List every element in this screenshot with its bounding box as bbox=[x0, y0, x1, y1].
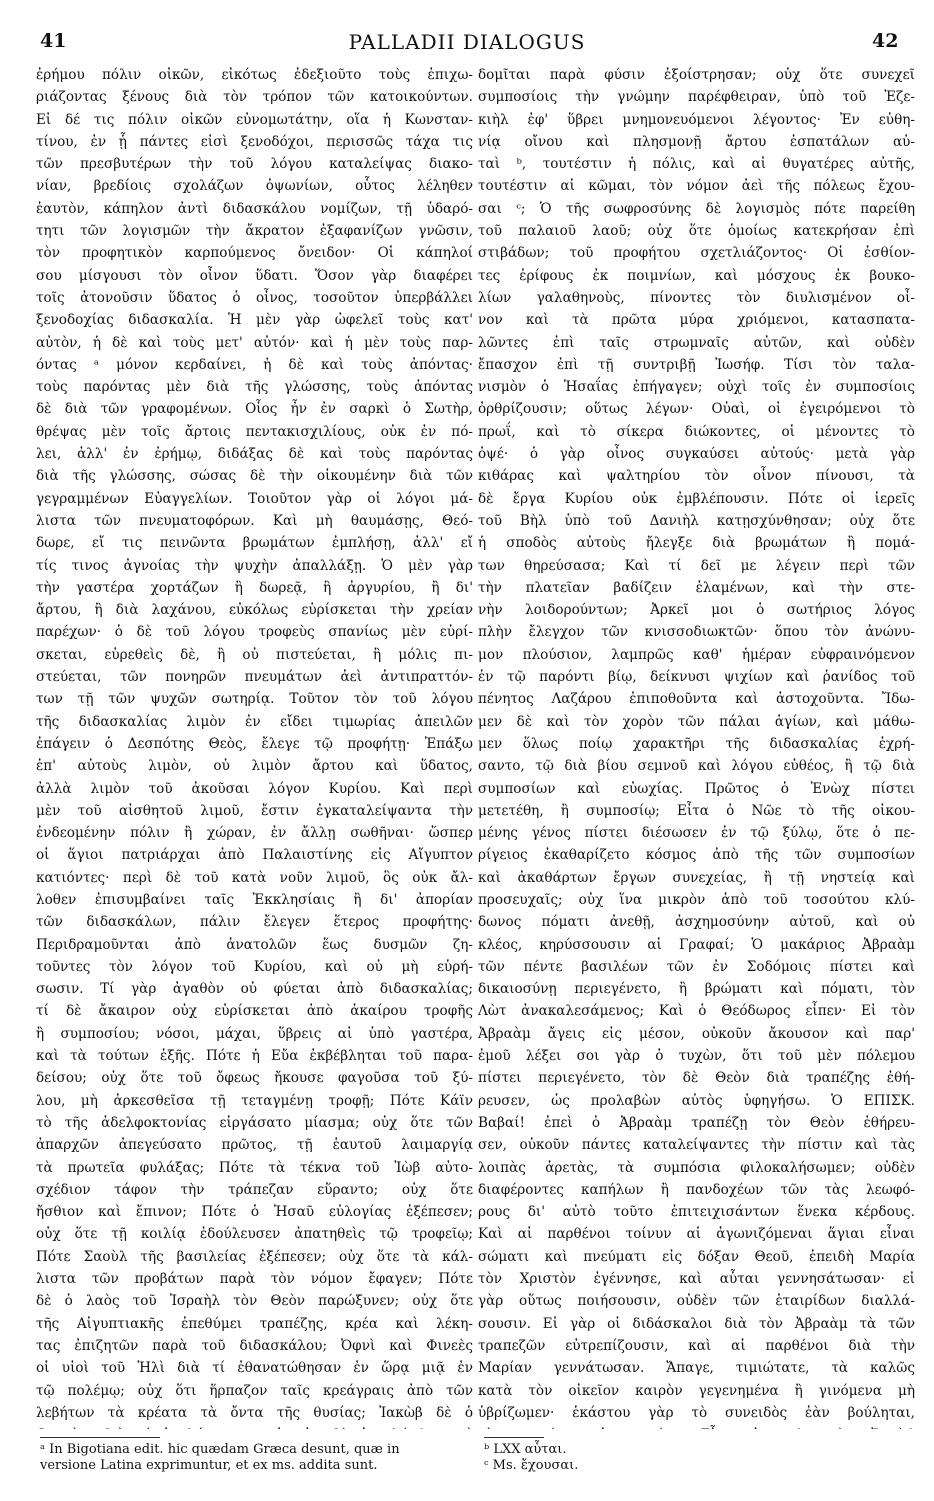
text-line: νίᾳ οἴνου καὶ πλησμονῇ ἄρτου ἐσπατάλων αὐ- bbox=[478, 133, 915, 150]
text-line: πίστει περιεγένετο, τὸν δὲ Θεὸν διὰ τραπέζης ἐθή- bbox=[478, 1070, 915, 1087]
text-line: των θηρεύσασα; Καὶ τί δεῖ με λέγειν περὶ τῶν bbox=[478, 557, 915, 574]
text-line: πρωΐ, καὶ τὸ σίκερα διώκοντες, οἱ μένοντες τὸ bbox=[478, 423, 915, 440]
text-line: τοῦ παλαιοῦ λαοῦ; οὐχ ὅτε ὁμοίως κατεκρήσαν ἐπὶ bbox=[478, 223, 915, 240]
text-line: νὴν λοιδορούντων; Ἀρκεῖ μοι ὁ σωτήριος λόγος bbox=[478, 602, 915, 619]
text-line: μεν δὲ καὶ τὸν χορὸν τῶν πάλαι ἁγίων, καὶ μάθω- bbox=[478, 713, 915, 730]
text-line: ἐμοῦ λέξει σοι γὰρ ὁ τυχὼν, ὅτι τοῦ μὲν πόλεμου bbox=[478, 1048, 915, 1065]
text-line: δομῖται παρὰ φύσιν ἐξοίστρησαν; οὐχ ὅτε συνεχεῖ bbox=[478, 67, 915, 83]
text-line: λιστα τῶν πνευματοφόρων. Καὶ μὴ θαυμάσῃς, Θεό- bbox=[36, 512, 473, 529]
text-line: δὲ διὰ τῶν γραφομένων. Οἷος ἦν ἐν σαρκὶ ὁ Σωτὴρ, bbox=[36, 401, 473, 418]
text-line: ἡ σποδὸς αὐτοὺς ἤλεγξε διὰ βρωμάτων ἢ πομά- bbox=[478, 535, 915, 552]
text-line: τοῦ Βὴλ ὑπὸ τοῦ Δανιὴλ κατῃσχύνθησαν; οὐχ ὅτε bbox=[478, 512, 915, 529]
text-line: δωνος πόματι ἀνεθῇ, ἀσχημοσύνην αὐτοῦ, καὶ οὐ bbox=[478, 914, 915, 931]
text-line: σωσιν. Τί γὰρ ἀγαθὸν οὐ φύεται ἀπὸ διδασκαλίας; bbox=[36, 981, 473, 998]
text-line: συμποσίων καὶ εὐωχίας. Πρῶτος ὁ Ἐνὼχ πίστει bbox=[478, 780, 915, 797]
text-line: σκεται, εὑρεθεὶς δὲ, ἢ οὐ πιστεύεται, ἢ μόλις πι- bbox=[36, 646, 473, 663]
text-line: δείσου; οὐχ ὅτε τοῦ ὄφεως ἤκουσε φαγοῦσα τοῦ ξύ- bbox=[36, 1070, 473, 1087]
text-line: τραπεζῶν εὐτρεπίζουσιν, καὶ αἱ παρθένοι διὰ τὴν bbox=[478, 1337, 915, 1354]
text-line: ὑβρίζωμεν· ἑκάστου γὰρ τὸ συνειδὸς ἐὰν βούληται, bbox=[478, 1404, 915, 1421]
text-line: κατιόντες· περὶ δὲ τοῦ κατὰ νοῦν λιμοῦ, ὃς οὐκ ἄλ- bbox=[36, 869, 473, 886]
text-line: τὸν Χριστὸν ἐγέννησε, καὶ αὗται γεννησάτωσαν· εἰ bbox=[478, 1271, 915, 1288]
text-line: λοθεν ἐπισυμβαίνει ταῖς Ἐκκλησίαις ἢ δι' ἀπορίαν bbox=[36, 891, 473, 908]
text-line: συμποσίοις τὴν γνώμην παρέφθειραν, ὑπὸ τοῦ Ἐζε- bbox=[478, 89, 915, 106]
text-line: Πότε Σαοὺλ τῆς βασιλείας ἐξέπεσεν; οὐχ ὅτε τὰ κάλ- bbox=[36, 1248, 473, 1265]
footnote-rule-left bbox=[40, 1437, 160, 1438]
text-line: σαντο, τῷ διὰ βίου σεμνοῦ καὶ λόγου εὐθέος, ἢ τῷ διὰ bbox=[478, 758, 915, 775]
text-line: κλέος, κηρύσσουσιν αἱ Γραφαί; Ὁ μακάριος Ἀβραὰμ bbox=[478, 936, 915, 953]
text-line: τῆς διδασκαλίας λιμὸν ἐν εἴδει τιμωρίας ἀπειλῶν bbox=[36, 713, 473, 730]
left-footnotes bbox=[40, 1442, 460, 1474]
text-line: πένητος Λαζάρου ἐπιποθοῦντα καὶ ἀστοχοῦντα. Ἴδω- bbox=[478, 691, 915, 708]
text-line: των τῇ τῶν ψυχῶν σωτηρίᾳ. Τοῦτον τὸν τοῦ λόγου bbox=[36, 691, 473, 708]
text-line: ἐπάγειν ὁ Δεσπότης Θεὸς, ἔλεγε τῷ προφήτῃ· Ἐπάξω bbox=[36, 735, 473, 752]
text-line: προσευχαῖς; οὐχ ἵνα μικρὸν ἀπὸ τοῦ τοσούτου κλύ- bbox=[478, 891, 915, 908]
text-line: μένης γένος πίστει διέσωσεν ἐν τῷ ξύλῳ, ὅτε ὁ πε- bbox=[478, 825, 915, 842]
text-line: τὸν προφητικὸν καρπούμενος ὄνειδον· Οἱ κάπηλοί bbox=[36, 245, 473, 262]
text-line: ἀπαρχῶν ἀπεγεύσατο πρῶτος, τῇ ἑαυτοῦ λαιμαργίᾳ bbox=[36, 1137, 473, 1154]
text-line: λου, μὴ ἀρκεσθεῖσα τῇ τεταγμένῃ τροφῇ; Πότε Κάϊν bbox=[36, 1092, 473, 1109]
text-line: διὰ τῆς γλώσσης, σώσας δὲ τὴν οἰκουμένην διὰ τῶν bbox=[36, 468, 473, 485]
text-line: στιβάδων; τοῦ προφήτου σχετλιάζοντος· Οἱ ἐσθίον- bbox=[478, 245, 915, 262]
text-line: τὴν γαστέρα χορτάζων ἢ δωρεᾷ, ἢ ἀργυρίου, ἢ δι' bbox=[36, 579, 473, 596]
text-line: ρευσεν, ὡς προλαβὼν αὐτὸς ὑφηγήσω. Ὁ ΕΠΙΣΚ. bbox=[478, 1092, 915, 1109]
text-line: λει, ἀλλ' ἐν ἐρήμῳ, διδάξας δὲ καὶ τοὺς παρόντας bbox=[36, 446, 473, 463]
text-line: τῶν διδασκάλων, πάλιν ἔλεγεν ἕτερος προφήτης· bbox=[36, 914, 473, 931]
text-line: μετετέθη, ἢ συμποσίῳ; Εἶτα ὁ Νῶε τὸ τῆς οἰκου- bbox=[478, 802, 915, 819]
text-line: κιὴλ ἐφ' ὕβρει μνημονευόμενοι λέγοντος· Ἐν εὐθη- bbox=[478, 111, 915, 128]
text-line: Λὼτ ἀνακαλεσάμενος; Καὶ ὁ Θεόδωρος εἶπεν· Εἰ τὸν bbox=[478, 1003, 915, 1020]
text-line: μὲν τοῦ αἰσθητοῦ λιμοῦ, ἔστιν ἐγκαταλείψαντα τὴν bbox=[36, 802, 473, 819]
text-line: κατὰ τὸν οἰκεῖον καιρὸν γεγενημένα ἢ γινόμενα μὴ bbox=[478, 1382, 915, 1399]
text-line: κιθάρας καὶ ψαλτηρίου τὸν οἶνον πίνουσι, τὰ bbox=[478, 468, 915, 485]
text-line: τητι τῶν λογισμῶν τὴν ἄκρατον ἐξαφανίζων γνῶσιν, bbox=[36, 223, 473, 240]
right-text-column bbox=[478, 64, 915, 1429]
text-line: νον καὶ τὰ πρῶτα μύρα χριόμενοι, κατασπατα- bbox=[478, 312, 915, 329]
text-line: ἐρήμου πόλιν οἰκῶν, εἰκότως ἐδεξιοῦτο τοὺς ἐπιχω- bbox=[36, 67, 473, 83]
text-line: τες ἐρίφους ἐκ ποιμνίων, καὶ μόσχους ἐκ βουκο- bbox=[478, 267, 915, 284]
text-line: τας ἐπιζητῶν παρὰ τοῦ διδασκάλου; Ὀφνὶ καὶ Φινεὲς bbox=[36, 1337, 473, 1354]
text-line: ὀρθρίζουσιν; οὕτως λέγων· Οὐαὶ, οἱ ἐγειρόμενοι τὸ bbox=[478, 401, 915, 418]
text-line: ἤσθιον καὶ ἔπινον; Πότε ὁ Ἠσαῦ εὐλογίας ἐξέπεσεν; bbox=[36, 1204, 473, 1221]
text-line: μον πλούσιον, λαμπρῶς καθ' ἡμέραν εὐφραινόμενον bbox=[478, 646, 915, 663]
text-line: τὴν πλατεῖαν βαδίζειν ἐλαμένων, καὶ τὴν στε- bbox=[478, 579, 915, 596]
running-title: PALLADII DIALOGUS bbox=[348, 30, 586, 54]
text-line: τῷ πολέμῳ; οὐχ ὅτι ἥρπαζον ταῖς κρεάγραις ἀπὸ τῶν bbox=[36, 1382, 473, 1399]
text-line: τοῖς ἀτονοῦσιν ὕδατος ὁ οἶνος, τοσοῦτον ὑπερβάλλει bbox=[36, 289, 473, 306]
text-line: θρέψας μὲν τοῖς ἄρτοις πεντακισχιλίους, οὐκ ἐν πό- bbox=[36, 423, 473, 440]
text-line: Εἰ δέ τις πόλιν οἰκῶν εὐνομωτάτην, οἵα ἡ Κωνσταν- bbox=[36, 111, 473, 128]
text-line: Περιδραμοῦνται ἀπὸ ἀνατολῶν ἕως δυσμῶν ζη- bbox=[36, 936, 473, 953]
text-line: οἱ υἱοὶ τοῦ Ἡλὶ διὰ τί ἐθανατώθησαν ἐν ὥρᾳ μιᾷ ἐν bbox=[36, 1360, 473, 1377]
text-line: σεν, οὐκοῦν πάντες καταλείψαντες τὴν πίστιν καὶ τὰς bbox=[478, 1137, 915, 1154]
text-line: νίαν, βρεδίοις σχολάζων ὀψωνίων, οὗτος λέληθεν bbox=[36, 178, 473, 195]
text-line bbox=[36, 1424, 473, 1429]
text-line: γεγραμμένων Εὐαγγελίων. Τοιοῦτον γὰρ οἱ λόγοι μά- bbox=[36, 490, 473, 507]
text-line: αὐτὸν, ἡ δὲ καὶ τοὺς μετ' αὐτόν· καὶ ἡ μὲν τοὺς παρ- bbox=[36, 334, 473, 351]
text-line: δικαιοσύνῃ περιεγένετο, ἢ βρώματι καὶ πόματι, τὸν bbox=[478, 981, 915, 998]
footnote-line: ᵃ In Bigotiana edit. hic quædam Græca desunt, quæ in bbox=[40, 1442, 400, 1457]
text-line: ξενοδοχίας διδασκαλία. Ἡ μὲν γὰρ ὠφελεῖ τοὺς κατ' bbox=[36, 312, 473, 329]
text-line: δὲ ἔργα Κυρίου οὐκ ἐμβλέπουσιν. Πότε οἱ ἱερεῖς bbox=[478, 490, 915, 507]
right-footnotes bbox=[484, 1442, 904, 1474]
text-line: καὶ τὰ τούτων ἑξῆς. Πότε ἡ Εὔα ἐκβέβληται τοῦ παρα- bbox=[36, 1048, 473, 1065]
text-line: Ἀβραὰμ ἄγεις εἰς μέσον, οὐκοῦν ἄκουσον καὶ παρ' bbox=[478, 1025, 915, 1042]
footnote-line: ᶜ Ms. ἔχουσαι. bbox=[484, 1458, 579, 1473]
text-line: ρους δι' αὐτὸ τοῦτο ἐπιτειχισάντων ἕνεκα κέρδους. bbox=[478, 1204, 915, 1221]
text-line: ἄρτου, ἢ διὰ λαχάνου, εὐκόλως εὑρίσκεται τὴν χρείαν bbox=[36, 602, 473, 619]
text-line: λοιπὰς ἀρετὰς, τὰ συμπόσια φιλοκαλήσωμεν; οὐδὲν bbox=[478, 1159, 915, 1176]
text-line: τίς τινος ἀγνοίας τὴν ψυχὴν ἀπαλλάξῃ. Ὁ μὲν γὰρ bbox=[36, 557, 473, 574]
footnote-line: ᵇ LXX αὗται. bbox=[484, 1442, 567, 1457]
text-line: ἐπ' αὐτοὺς λιμὸν, οὐ λιμὸν ἄρτου καὶ ὕδατος, bbox=[36, 758, 473, 775]
text-line: οἱ ἅγιοι πατριάρχαι ἀπὸ Παλαιστίνης εἰς Αἴγυπτον bbox=[36, 847, 473, 864]
text-line: ρίγειος ἐκαθαρίζετο κόσμος ἀπὸ τῆς τῶν συμποσίων bbox=[478, 847, 915, 864]
text-line: ἐνδεομένην πόλιν ἢ χώραν, ἐν ἄλλῃ σωθῆναι· ὥσπερ bbox=[36, 825, 473, 842]
text-line: λιστα τῶν προβάτων παρὰ τὸν νόμον ἔφαγεν; Πότε bbox=[36, 1271, 473, 1288]
text-line: τί δὲ ἄκαιρον οὐχ εὑρίσκεται ἀπὸ ἀκαίρου τροφῆς bbox=[36, 1003, 473, 1020]
text-line: πλὴν ἔλεγχον τῶν κνισσοδιωκτῶν· ὅπου τὸν ἀνώνυ- bbox=[478, 624, 915, 641]
text-line: τῆς Αἰγυπτιακῆς ἐπεθύμει τραπέζης, κρέα καὶ λέκη- bbox=[36, 1315, 473, 1332]
text-line: νισμὸν ὁ Ἡσαΐας ἐπήγαγεν; οὐχὶ τοῖς ἐν συμποσίοις bbox=[478, 379, 915, 396]
footnote-rule-right bbox=[484, 1437, 544, 1438]
text-line: μεν ὅλως ποίῳ χαρακτῆρι τῆς διδασκαλίας ἐχρή- bbox=[478, 735, 915, 752]
text-line: ἔπασχον ἐπὶ τῇ συντριβῇ Ἰωσήφ. Τίσι τὸν ταλα- bbox=[478, 356, 915, 373]
text-line: ἀλλὰ λιμὸν τοῦ ἀκοῦσαι λόγον Κυρίου. Καὶ περὶ bbox=[36, 780, 473, 797]
text-line: λεβήτων τὰ κρέατα τὰ ὄντα τῆς θυσίας; Ἰακὼβ δὲ ὁ bbox=[36, 1404, 473, 1421]
footnote-line: versione Latina exprimuntur, et ex ms. addita sunt. bbox=[40, 1458, 378, 1473]
text-line: τουτέστιν αἱ κῶμαι, τὸν νόμον ἀεὶ τῆς πόλεως ἔχου- bbox=[478, 178, 915, 195]
text-line: καὶ ἀκαθάρτων ἔργων συνεχείας, ἢ τῇ νηστείᾳ καὶ bbox=[478, 869, 915, 886]
text-line: Βαβαί! ἐπεὶ ὁ Ἀβραὰμ τραπέζῃ τὸν Θεὸν ἐθήρευ- bbox=[478, 1114, 915, 1131]
text-line: ταὶ ᵇ, τουτέστιν ἡ πόλις, καὶ αἱ θυγατέρες αὐτῆς, bbox=[478, 156, 915, 173]
text-line: ἐν τῷ παρόντι βίῳ, δείκνυσι ψιχίων καὶ ῥανίδος τοῦ bbox=[478, 669, 915, 686]
text-line: δωρε, εἴ τις πεινῶντα βρωμάτων ἐμπλήσῃ, ἀλλ' εἴ bbox=[36, 535, 473, 552]
text-line: στεύεται, τῶν πονηρῶν πνευμάτων ἀεὶ ἀντιπραττόν- bbox=[36, 669, 473, 686]
text-line: Μαρίαν γεννάτωσαν. Ἄπαγε, τιμιώτατε, τὰ καλῶς bbox=[478, 1360, 915, 1377]
text-line: διαφέροντες καπήλων ἢ πανδοχέων τῶν τὰς λεωφό- bbox=[478, 1181, 915, 1198]
text-line: παρέχων· ὁ δὲ τοῦ λόγου τροφεὺς σπανίως μὲν εὑρί- bbox=[36, 624, 473, 641]
text-line: Καὶ αἱ παρθένοι τοίνυν αἱ ἀγωνιζόμεναι ἅγιαι εἶναι bbox=[478, 1226, 915, 1243]
text-line: τίνου, ἐν ᾗ πάντες εἰσὶ ξενοδόχοι, περισσῶς τάχα τις bbox=[36, 133, 473, 150]
text-line: σχέδιον τάφον τὴν τράπεζαν εὕραντο; οὐχ ὅτε bbox=[36, 1181, 473, 1198]
text-line: τοὺς παρόντας μὲν διὰ τῆς γλώσσης, τοὺς ἀπόντας bbox=[36, 379, 473, 396]
page-header bbox=[0, 0, 934, 60]
text-line: σουσιν. Εἰ γὰρ οἱ διδάσκαλοι διὰ τὸν Ἀβραὰμ τὰ τῶν bbox=[478, 1315, 915, 1332]
text-line: λίων γαλαθηνοὺς, πίνοντες τὸν διυλισμένον οἶ- bbox=[478, 289, 915, 306]
text-line: όντας ᵃ μόνον κερδαίνει, ἡ δὲ καὶ τοὺς ἀπόντας· bbox=[36, 356, 473, 373]
right-page-number: 42 bbox=[872, 30, 899, 52]
text-line: τῶν πρεσβυτέρων τὴν τοῦ λόγου καταλείψας διακο- bbox=[36, 156, 473, 173]
text-line: τὸ τῆς ἀδελφοκτονίας εἰργάσατο μίασμα; οὐχ ὅτε τῶν bbox=[36, 1114, 473, 1131]
text-line: ἢ συμποσίου; νόσοι, μάχαι, ὕβρεις αἱ ὑπὸ γαστέρα, bbox=[36, 1025, 473, 1042]
text-line: τῶν πέντε βασιλέων τῶν ἐν Σοδόμοις πίστει καὶ bbox=[478, 958, 915, 975]
text-line: δὲ ὁ λαὸς τοῦ Ἰσραὴλ τὸν Θεὸν παρώξυνεν; οὐχ ὅτε bbox=[36, 1293, 473, 1310]
text-line: ἑαυτὸν, κάπηλον ἀντὶ διδασκάλου νομίζων, τῇ ὑδαρό- bbox=[36, 200, 473, 217]
text-line: λῶντες ἐπὶ ταῖς στρωμναῖς αὐτῶν, καὶ οὐδὲν bbox=[478, 334, 915, 351]
text-line: γὰρ οὕτως ποιήσουσιν, οὐδὲν τῶν ἑταιρίδων διαλλά- bbox=[478, 1293, 915, 1310]
text-line: τοῦντες τὸν λόγον τοῦ Κυρίου, καὶ οὐ μὴ εὑρή- bbox=[36, 958, 473, 975]
left-page-number: 41 bbox=[40, 30, 67, 52]
text-line: ριάζοντας ξένους διὰ τὸν τρόπον τῶν κατοικούντων. bbox=[36, 89, 473, 106]
text-line: σαι ᶜ; Ὁ τῆς σωφροσύνης δὲ λογισμὸς πότε παρείθη bbox=[478, 200, 915, 217]
text-line bbox=[478, 1424, 915, 1429]
left-text-column bbox=[36, 64, 473, 1429]
text-line: σώματι καὶ πνεύματι εἰς δόξαν Θεοῦ, ἐπειδὴ Μαρία bbox=[478, 1248, 915, 1265]
text-line: οὐχ ὅτε τῇ κοιλίᾳ ἐδούλευσεν ἀπατηθεὶς τῷ τροφεῖῳ; bbox=[36, 1226, 473, 1243]
text-line: ὀψέ· ὁ γὰρ οἶνος συγκαύσει αὐτούς· μετὰ γὰρ bbox=[478, 446, 915, 463]
text-line: τὰ πρωτεῖα φυλάξας; Πότε τὰ τέκνα τοῦ Ἰὼβ αὐτο- bbox=[36, 1159, 473, 1176]
text-line: σου μίσγουσι τὸν οἶνον ὕδατι. Ὅσον γὰρ διαφέρει bbox=[36, 267, 473, 284]
